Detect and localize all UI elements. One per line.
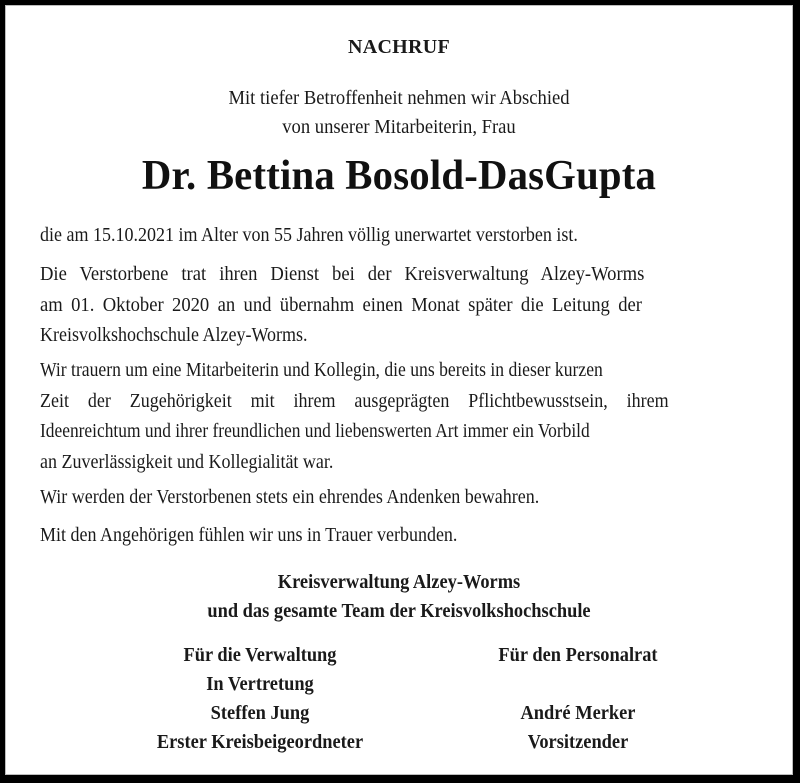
signature-title: Vorsitzender bbox=[527, 731, 629, 753]
paragraph-death-notice bbox=[40, 220, 757, 251]
paragraph-line: Wir trauern um eine Mitarbeiterin und Kollegin, die uns bereits in dieser kurzen bbox=[40, 359, 603, 381]
paragraph-line: Wir werden der Verstorbenen stets ein ehrendes Andenken bewahren. bbox=[40, 486, 540, 508]
signature-spacer bbox=[422, 670, 735, 699]
intro-line-1: Mit tiefer Betroffenheit nehmen wir Abschied bbox=[228, 87, 570, 109]
deceased-name: Dr. Bettina Bosold-DasGupta bbox=[141, 153, 657, 199]
paragraph-line: an Zuverlässigkeit und Kollegialität war. bbox=[40, 450, 334, 473]
signature-staff-council bbox=[408, 641, 748, 757]
obituary-notice bbox=[5, 5, 793, 775]
signature-role: Für die Verwaltung bbox=[183, 644, 337, 666]
signature-name: André Merker bbox=[520, 702, 636, 724]
signature-title: Erster Kreisbeigeordneter bbox=[156, 731, 364, 753]
paragraph-line: am 01. Oktober 2020 an und übernahm einen Monat später die Leitung der bbox=[40, 293, 642, 316]
paragraph-line: Die Verstorbene trat ihren Dienst bei der Kreisverwaltung Alzey-Worms bbox=[40, 263, 645, 285]
paragraph-line: Mit den Angehörigen fühlen wir uns in Trauer verbunden. bbox=[40, 524, 458, 546]
paragraph-line: Kreisvolkshochschule Alzey-Worms. bbox=[40, 324, 308, 346]
paragraph-career bbox=[40, 259, 757, 351]
organization-line-1: Kreisverwaltung Alzey-Worms bbox=[277, 571, 521, 593]
paragraph-condolence bbox=[40, 520, 757, 551]
paragraph-line: Zeit der Zugehörigkeit mit ihrem ausgeprägten Pflichtbewusstsein, ihrem bbox=[40, 389, 669, 412]
paragraph-remembrance bbox=[40, 482, 757, 513]
notice-heading: NACHRUF bbox=[347, 36, 451, 58]
signature-capacity: In Vertretung bbox=[206, 673, 314, 695]
intro-line-2: von unserer Mitarbeiterin, Frau bbox=[282, 116, 516, 138]
paragraph-line: Ideenreichtum und ihrer freundlichen und liebenswerten Art immer ein Vorbild bbox=[40, 420, 590, 442]
signature-name: Steffen Jung bbox=[210, 702, 310, 724]
paragraph-line: die am 15.10.2021 im Alter von 55 Jahren völlig unerwartet verstorben ist. bbox=[40, 224, 578, 246]
paragraph-tribute bbox=[40, 355, 757, 477]
organization-line-2: und das gesamte Team der Kreisvolkshochschule bbox=[207, 600, 591, 622]
signature-role: Für den Personalrat bbox=[498, 644, 658, 666]
signature-administration bbox=[90, 641, 430, 757]
